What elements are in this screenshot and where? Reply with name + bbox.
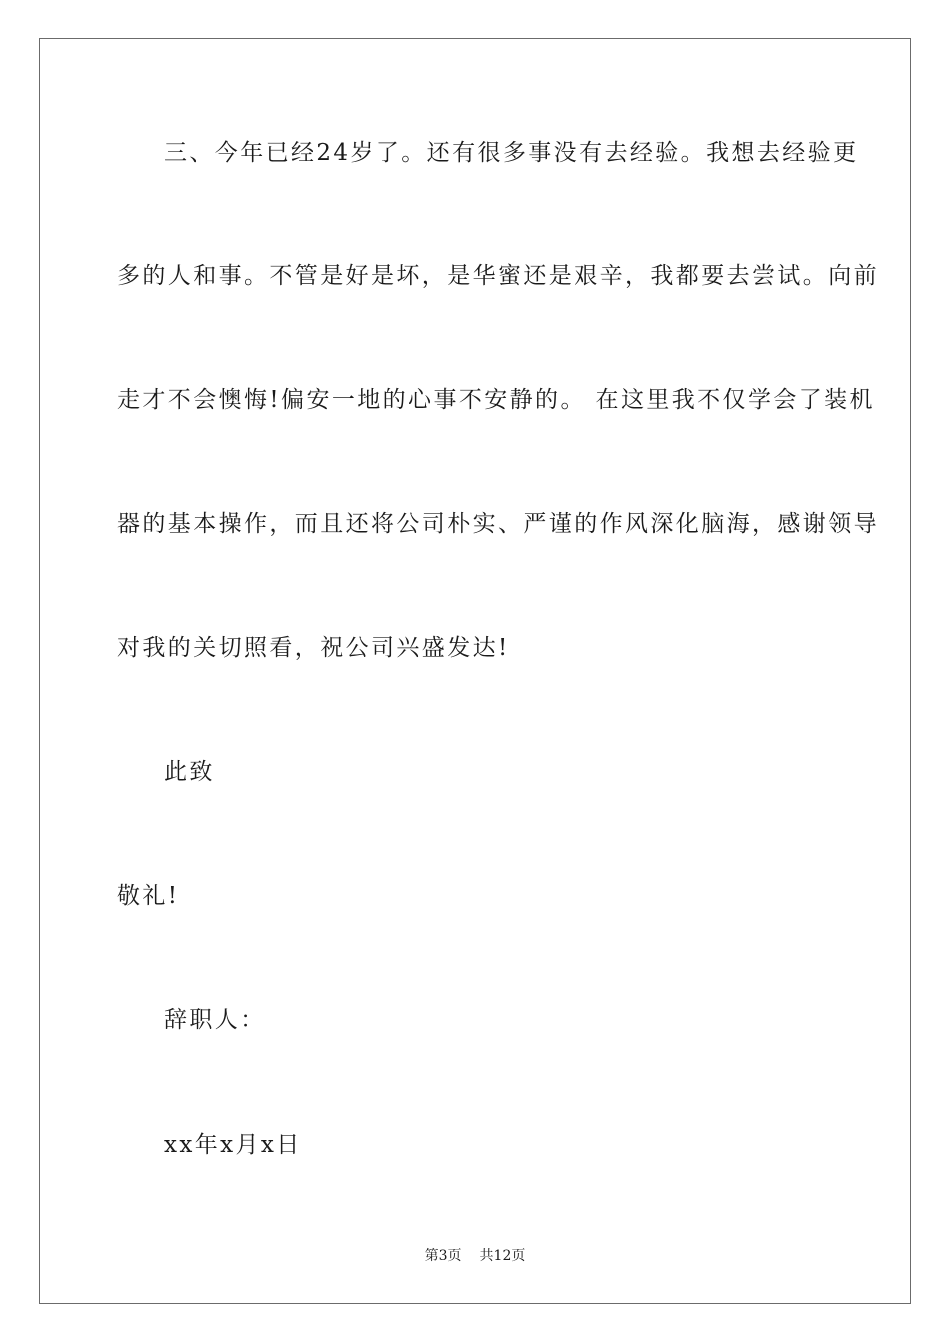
page-border <box>39 38 911 1304</box>
regards: 敬礼! <box>117 883 180 909</box>
date-line: xx年x月x日 <box>164 1132 302 1158</box>
page-number: 第3页 <box>424 1248 462 1264</box>
body-line-3: 走才不会懊悔!偏安一地的心事不安静的。 在这里我不仅学会了装机 <box>117 387 875 413</box>
body-line-4: 器的基本操作，而且还将公司朴实、严谨的作风深化脑海，感谢领导 <box>117 511 879 537</box>
page-footer <box>0 1247 950 1265</box>
salutation: 此致 <box>164 759 215 785</box>
body-line-2: 多的人和事。不管是好是坏，是华蜜还是艰辛，我都要去尝试。向前 <box>117 263 879 289</box>
body-line-1: 三、今年已经24岁了。还有很多事没有去经验。我想去经验更 <box>164 140 859 166</box>
signature-label: 辞职人： <box>164 1007 266 1033</box>
body-line-5: 对我的关切照看，祝公司兴盛发达! <box>117 635 510 661</box>
page-total: 共12页 <box>479 1248 526 1264</box>
